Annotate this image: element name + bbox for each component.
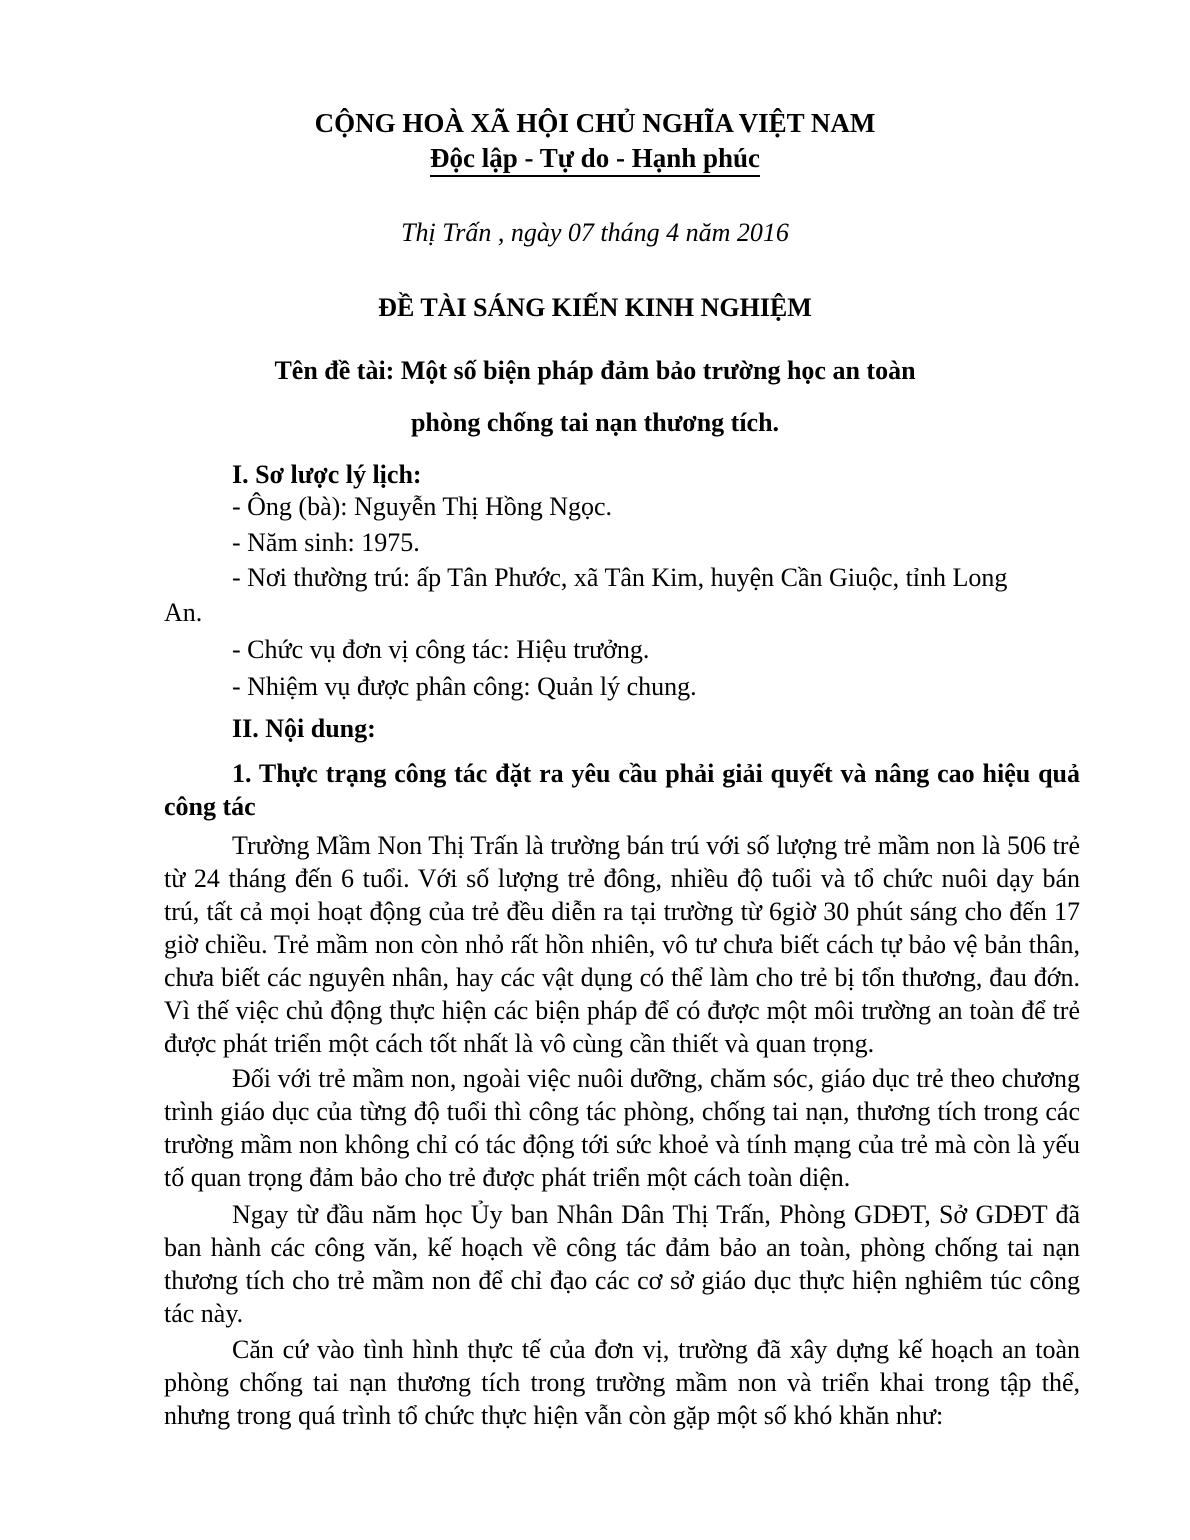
paragraph-4 — [164, 1333, 1080, 1432]
paragraph-2 — [164, 1062, 1080, 1194]
section1-heading: I. Sơ lược lý lịch: — [232, 460, 422, 489]
bio-residence-cont: An. — [164, 598, 203, 627]
topic-title-line1: Tên đề tài: Một số biện pháp đảm bảo trường học an toàn — [274, 356, 916, 385]
topic-title-line2: phòng chống tai nạn thương tích. — [410, 408, 780, 437]
bio-birth-year: - Năm sinh: 1975. — [232, 528, 420, 557]
paragraph-1 — [164, 829, 1080, 1060]
bio-position: - Chức vụ đơn vị công tác: Hiệu trưởng. — [232, 635, 650, 664]
nation-heading: CỘNG HOÀ XÃ HỘI CHỦ NGHĨA VIỆT NAM — [314, 108, 876, 138]
bio-duty: - Nhiệm vụ được phân công: Quản lý chung. — [232, 672, 697, 701]
motto — [0, 143, 1190, 174]
paragraph-text: Căn cứ vào tình hình thực tế của đơn vị, trường đã xây dựng kế hoạch an toàn phòng chống tai nạn thương tích trong trường mầm non và triển khai trong tập thể, nhưng trong quá trình tổ chức thực hiện vẫn còn gặp một số khó khăn như: — [164, 1335, 1080, 1430]
subsection1-heading-text: 1. Thực trạng công tác đặt ra yêu cầu phải giải quyết và nâng cao hiệu quả công tác — [164, 759, 1080, 821]
place-date: Thị Trấn , ngày 07 tháng 4 năm 2016 — [401, 218, 789, 247]
paragraph-text: Ngay từ đầu năm học Ủy ban Nhân Dân Thị Trấn, Phòng GDĐT, Sở GDĐT đã ban hành các công văn, kế hoạch về công tác đảm bảo an toàn, phòng chống tai nạn thương tích cho trẻ mầm non để chỉ đạo các cơ sở giáo dục thực hiện nghiêm túc công tác này. — [164, 1200, 1080, 1328]
paragraph-text: Trường Mầm Non Thị Trấn là trường bán trú với số lượng trẻ mầm non là 506 trẻ từ 24 tháng đến 6 tuổi. Với số lượng trẻ đông, nhiều độ tuổi và tổ chức nuôi dạy bán trú, tất cả mọi hoạt động của trẻ đều diễn ra tại trường từ 6giờ 30 phút sáng cho đến 17 giờ chiều. Trẻ mầm non còn nhỏ rất hồn nhiên, vô tư chưa biết cách tự bảo vệ bản thân, chưa biết các nguyên nhân, hay các vật dụng có thể làm cho trẻ bị tổn thương, đau đớn. Vì thế việc chủ động thực hiện các biện pháp để có được một môi trường an toàn để trẻ được phát triển một cách tốt nhất là vô cùng cần thiết và quan trọng. — [164, 831, 1080, 1058]
document-title: ĐỀ TÀI SÁNG KIẾN KINH NGHIỆM — [378, 293, 812, 322]
subsection1-heading — [164, 757, 1080, 823]
paragraph-3 — [164, 1198, 1080, 1330]
bio-residence: - Nơi thường trú: ấp Tân Phước, xã Tân Kim, huyện Cần Giuộc, tỉnh Long — [232, 563, 1008, 592]
paragraph-text: Đối với trẻ mầm non, ngoài việc nuôi dưỡng, chăm sóc, giáo dục trẻ theo chương trình giáo dục của từng độ tuổi thì công tác phòng, chống tai nạn, thương tích trong các trường mầm non không chỉ có tác động tới sức khoẻ và tính mạng của trẻ mà còn là yếu tố quan trọng đảm bảo cho trẻ được phát triển một cách toàn diện. — [164, 1064, 1080, 1192]
motto-text: Độc lập - Tự do - Hạnh phúc — [430, 143, 760, 177]
section2-heading: II. Nội dung: — [232, 714, 376, 743]
bio-name: - Ông (bà): Nguyễn Thị Hồng Ngọc. — [232, 492, 613, 521]
